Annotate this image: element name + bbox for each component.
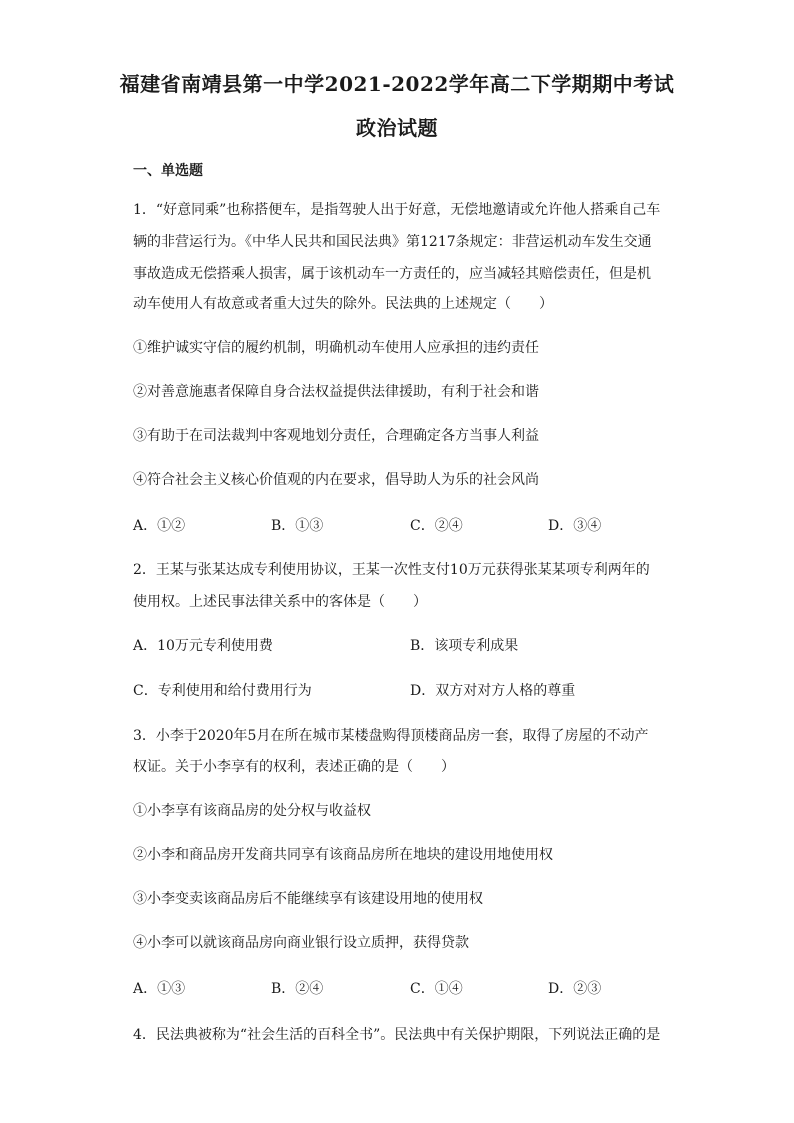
- q1-option-c: C．②④: [410, 518, 463, 534]
- q1-stem-line: 动车使用人有故意或者重大过失的除外。民法典的上述规定（ ）: [133, 296, 553, 312]
- section-heading: 一、单选题: [133, 163, 203, 179]
- q3-statement: ③小李变卖该商品房后不能继续享有该建设用地的使用权: [133, 891, 483, 907]
- q1-option-b: B．①③: [271, 518, 324, 534]
- q3-statement: ④小李可以就该商品房向商业银行设立质押，获得贷款: [133, 935, 469, 951]
- q4-stem-line: 4．民法典被称为“社会生活的百科全书”。民法典中有关保护期限，下列说法正确的是: [133, 1027, 661, 1043]
- q3-option-d: D．②③: [548, 981, 602, 997]
- q1-statement: ④符合社会主义核心价值观的内在要求，倡导助人为乐的社会风尚: [133, 472, 539, 488]
- q2-option-b: B．该项专利成果: [410, 638, 519, 654]
- q2-stem-line: 使用权。上述民事法律关系中的客体是（ ）: [133, 594, 427, 610]
- q3-option-c: C．①④: [410, 981, 463, 997]
- q2-option-c: C．专利使用和给付费用行为: [133, 683, 312, 699]
- q1-stem-line: 辆的非营运行为。《中华人民共和国民法典》第1217条规定：非营运机动车发生交通: [133, 234, 652, 250]
- exam-title: 福建省南靖县第一中学2021-2022学年高二下学期期中考试: [119, 72, 675, 96]
- q1-stem-line: 事故造成无偿搭乘人损害，属于该机动车一方责任的，应当减轻其赔偿责任，但是机: [133, 266, 651, 282]
- q3-option-b: B．②④: [271, 981, 324, 997]
- q2-option-a: A．10万元专利使用费: [133, 638, 273, 654]
- exam-subject: 政治试题: [356, 116, 438, 140]
- q3-statement: ②小李和商品房开发商共同享有该商品房所在地块的建设用地使用权: [133, 847, 553, 863]
- q3-option-a: A．①③: [133, 981, 186, 997]
- q1-statement: ③有助于在司法裁判中客观地划分责任，合理确定各方当事人利益: [133, 428, 539, 444]
- q1-statement: ①维护诚实守信的履约机制，明确机动车使用人应承担的违约责任: [133, 340, 539, 356]
- q2-stem-line: 2．王某与张某达成专利使用协议，王某一次性支付10万元获得张某某项专利两年的: [133, 562, 650, 578]
- q3-stem-line: 3．小李于2020年5月在所在城市某楼盘购得顶楼商品房一套，取得了房屋的不动产: [133, 728, 649, 744]
- q1-option-a: A．①②: [133, 518, 186, 534]
- q3-statement: ①小李享有该商品房的处分权与收益权: [133, 803, 371, 819]
- q1-statement: ②对善意施惠者保障自身合法权益提供法律援助，有利于社会和谐: [133, 384, 539, 400]
- q2-option-d: D．双方对对方人格的尊重: [410, 683, 576, 699]
- q3-stem-line: 权证。关于小李享有的权利，表述正确的是（ ）: [133, 759, 455, 775]
- q1-option-d: D．③④: [548, 518, 602, 534]
- q1-stem-line: 1．“好意同乘”也称搭便车，是指驾驶人出于好意，无偿地邀请或允许他人搭乘自己车: [133, 202, 661, 218]
